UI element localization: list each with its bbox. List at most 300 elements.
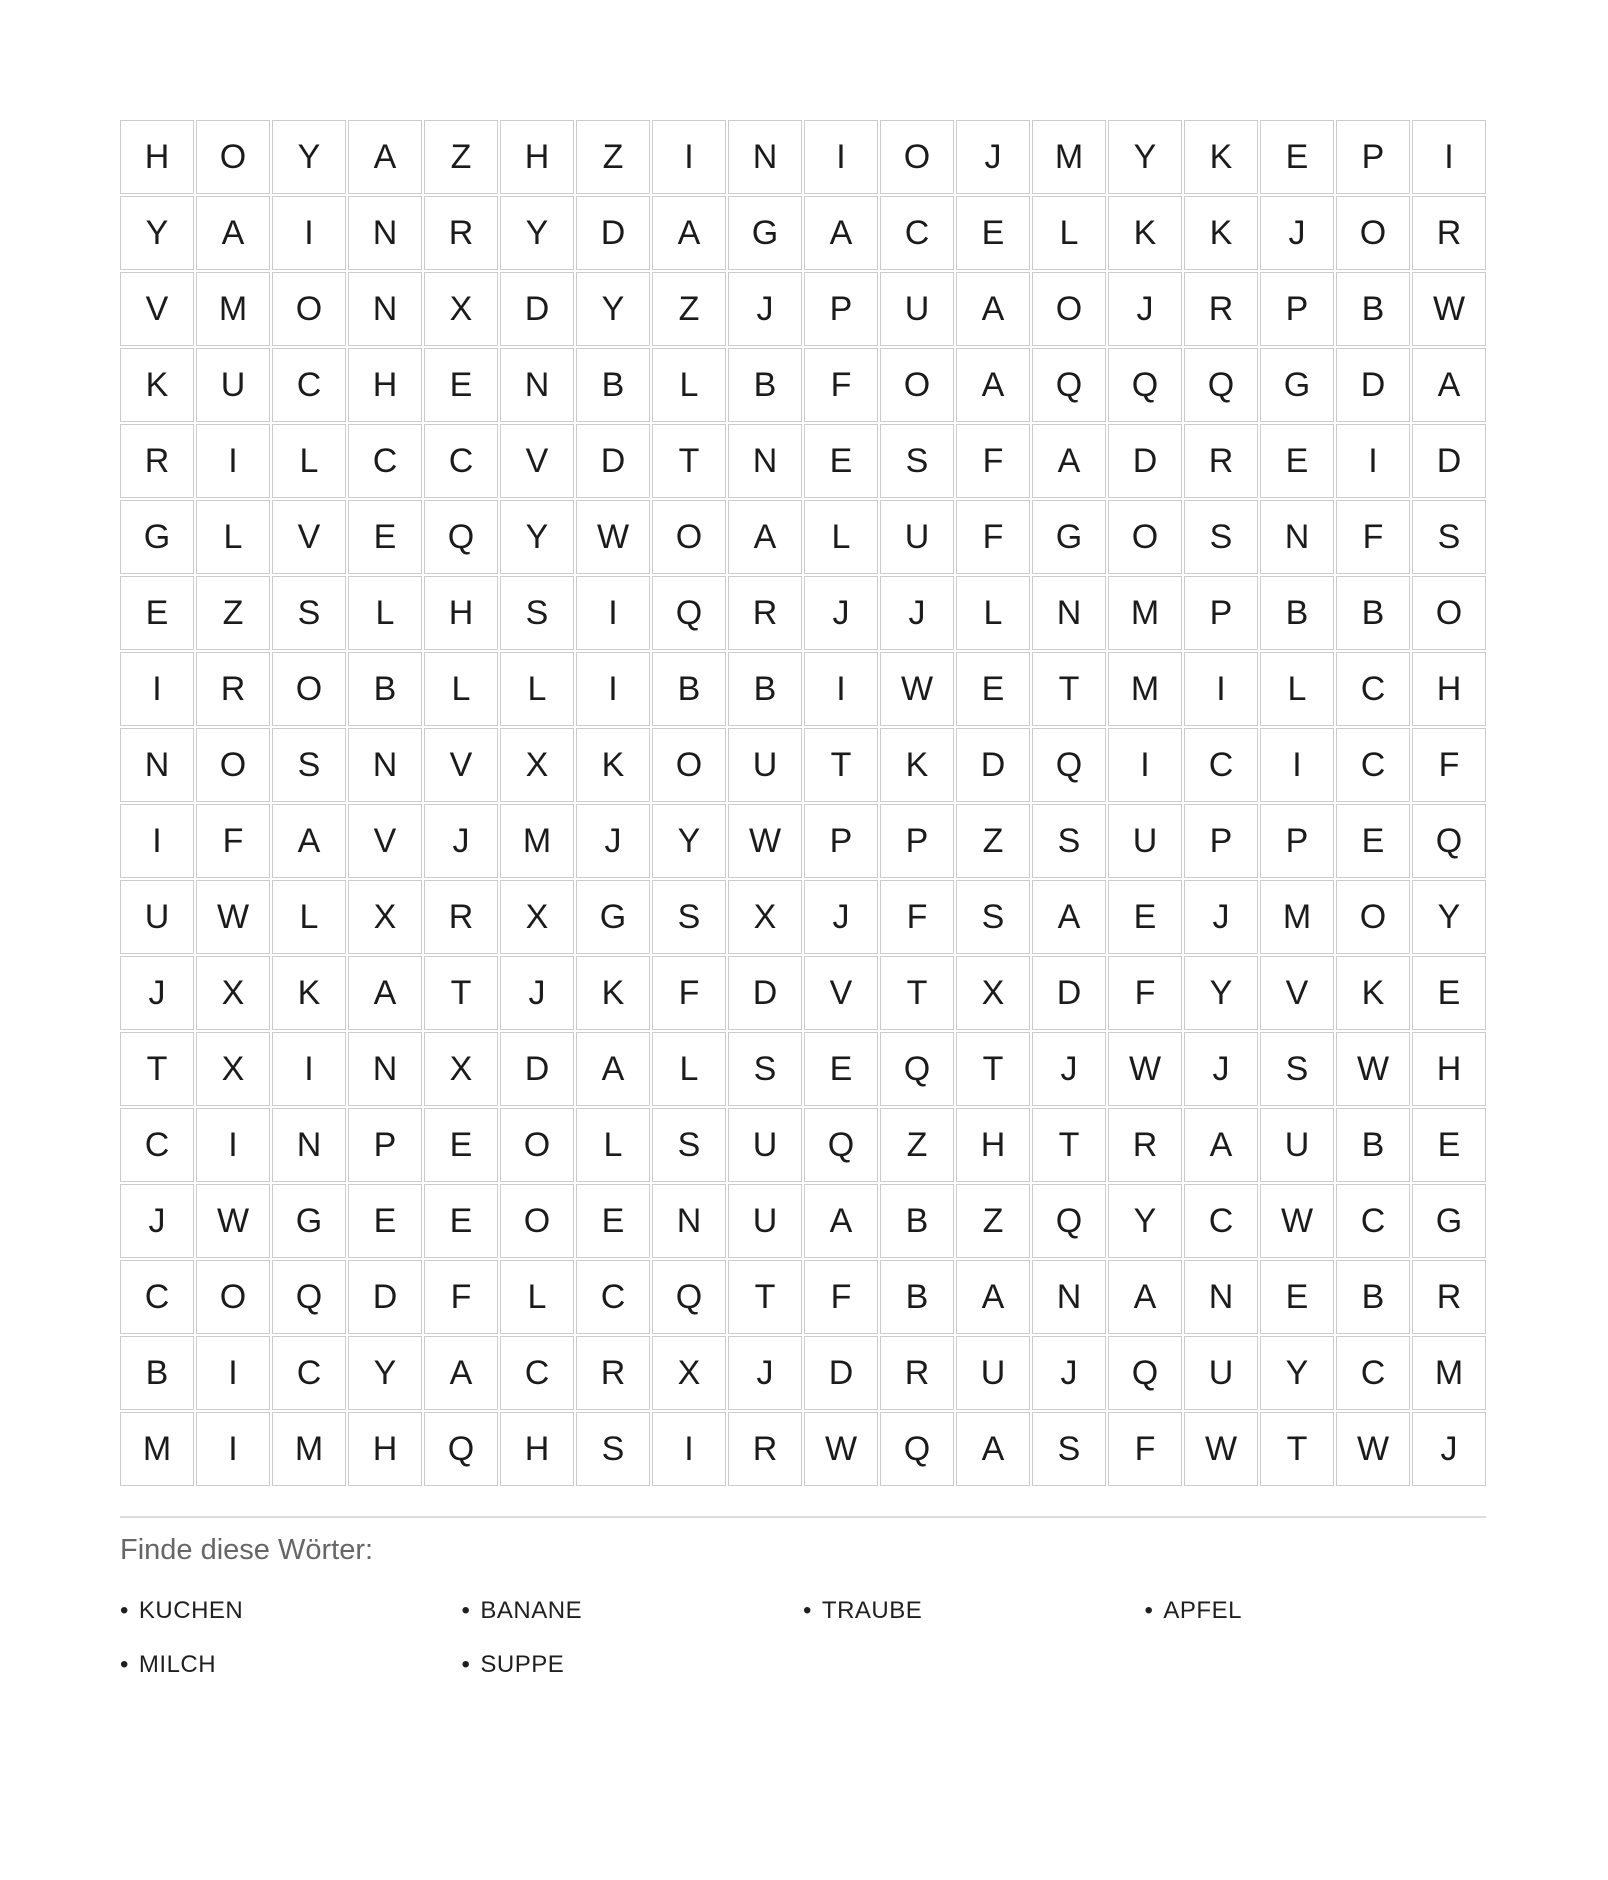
grid-cell-r16-c11[interactable]: B: [880, 1260, 954, 1334]
grid-cell-r9-c1[interactable]: N: [120, 728, 194, 802]
grid-cell-r18-c9[interactable]: R: [728, 1412, 802, 1486]
grid-cell-r18-c16[interactable]: T: [1260, 1412, 1334, 1486]
grid-cell-r14-c3[interactable]: N: [272, 1108, 346, 1182]
grid-cell-r6-c16[interactable]: N: [1260, 500, 1334, 574]
grid-cell-r4-c8[interactable]: L: [652, 348, 726, 422]
grid-cell-r17-c3[interactable]: C: [272, 1336, 346, 1410]
grid-cell-r17-c11[interactable]: R: [880, 1336, 954, 1410]
grid-cell-r5-c18[interactable]: D: [1412, 424, 1486, 498]
grid-cell-r8-c7[interactable]: I: [576, 652, 650, 726]
grid-cell-r18-c7[interactable]: S: [576, 1412, 650, 1486]
grid-cell-r4-c11[interactable]: O: [880, 348, 954, 422]
grid-cell-r14-c10[interactable]: Q: [804, 1108, 878, 1182]
grid-cell-r17-c7[interactable]: R: [576, 1336, 650, 1410]
grid-cell-r3-c6[interactable]: D: [500, 272, 574, 346]
grid-cell-r17-c15[interactable]: U: [1184, 1336, 1258, 1410]
grid-cell-r1-c15[interactable]: K: [1184, 120, 1258, 194]
grid-cell-r4-c3[interactable]: C: [272, 348, 346, 422]
grid-cell-r13-c12[interactable]: T: [956, 1032, 1030, 1106]
grid-cell-r6-c6[interactable]: Y: [500, 500, 574, 574]
grid-cell-r18-c10[interactable]: W: [804, 1412, 878, 1486]
grid-cell-r13-c4[interactable]: N: [348, 1032, 422, 1106]
grid-cell-r14-c18[interactable]: E: [1412, 1108, 1486, 1182]
grid-cell-r17-c12[interactable]: U: [956, 1336, 1030, 1410]
grid-cell-r12-c7[interactable]: K: [576, 956, 650, 1030]
grid-cell-r6-c4[interactable]: E: [348, 500, 422, 574]
grid-cell-r1-c13[interactable]: M: [1032, 120, 1106, 194]
grid-cell-r16-c9[interactable]: T: [728, 1260, 802, 1334]
grid-cell-r5-c15[interactable]: R: [1184, 424, 1258, 498]
grid-cell-r4-c1[interactable]: K: [120, 348, 194, 422]
grid-cell-r8-c1[interactable]: I: [120, 652, 194, 726]
grid-cell-r14-c13[interactable]: T: [1032, 1108, 1106, 1182]
grid-cell-r1-c14[interactable]: Y: [1108, 120, 1182, 194]
grid-cell-r14-c8[interactable]: S: [652, 1108, 726, 1182]
grid-cell-r13-c8[interactable]: L: [652, 1032, 726, 1106]
grid-cell-r14-c14[interactable]: R: [1108, 1108, 1182, 1182]
grid-cell-r18-c3[interactable]: M: [272, 1412, 346, 1486]
grid-cell-r2-c8[interactable]: A: [652, 196, 726, 270]
grid-cell-r13-c3[interactable]: I: [272, 1032, 346, 1106]
grid-cell-r9-c11[interactable]: K: [880, 728, 954, 802]
grid-cell-r6-c3[interactable]: V: [272, 500, 346, 574]
grid-cell-r15-c15[interactable]: C: [1184, 1184, 1258, 1258]
grid-cell-r10-c10[interactable]: P: [804, 804, 878, 878]
grid-cell-r5-c9[interactable]: N: [728, 424, 802, 498]
grid-cell-r11-c12[interactable]: S: [956, 880, 1030, 954]
grid-cell-r2-c17[interactable]: O: [1336, 196, 1410, 270]
grid-cell-r17-c9[interactable]: J: [728, 1336, 802, 1410]
grid-cell-r14-c5[interactable]: E: [424, 1108, 498, 1182]
grid-cell-r7-c14[interactable]: M: [1108, 576, 1182, 650]
grid-cell-r3-c17[interactable]: B: [1336, 272, 1410, 346]
grid-cell-r9-c17[interactable]: C: [1336, 728, 1410, 802]
grid-cell-r5-c16[interactable]: E: [1260, 424, 1334, 498]
grid-cell-r11-c8[interactable]: S: [652, 880, 726, 954]
grid-cell-r6-c13[interactable]: G: [1032, 500, 1106, 574]
grid-cell-r12-c13[interactable]: D: [1032, 956, 1106, 1030]
grid-cell-r6-c5[interactable]: Q: [424, 500, 498, 574]
grid-cell-r8-c15[interactable]: I: [1184, 652, 1258, 726]
grid-cell-r7-c5[interactable]: H: [424, 576, 498, 650]
grid-cell-r3-c1[interactable]: V: [120, 272, 194, 346]
grid-cell-r8-c9[interactable]: B: [728, 652, 802, 726]
grid-cell-r8-c13[interactable]: T: [1032, 652, 1106, 726]
grid-cell-r1-c4[interactable]: A: [348, 120, 422, 194]
grid-cell-r7-c13[interactable]: N: [1032, 576, 1106, 650]
grid-cell-r2-c3[interactable]: I: [272, 196, 346, 270]
grid-cell-r18-c4[interactable]: H: [348, 1412, 422, 1486]
grid-cell-r16-c18[interactable]: R: [1412, 1260, 1486, 1334]
grid-cell-r9-c5[interactable]: V: [424, 728, 498, 802]
grid-cell-r16-c15[interactable]: N: [1184, 1260, 1258, 1334]
grid-cell-r12-c17[interactable]: K: [1336, 956, 1410, 1030]
grid-cell-r8-c12[interactable]: E: [956, 652, 1030, 726]
grid-cell-r15-c4[interactable]: E: [348, 1184, 422, 1258]
grid-cell-r8-c18[interactable]: H: [1412, 652, 1486, 726]
grid-cell-r4-c13[interactable]: Q: [1032, 348, 1106, 422]
grid-cell-r12-c15[interactable]: Y: [1184, 956, 1258, 1030]
grid-cell-r1-c6[interactable]: H: [500, 120, 574, 194]
grid-cell-r10-c9[interactable]: W: [728, 804, 802, 878]
grid-cell-r5-c11[interactable]: S: [880, 424, 954, 498]
grid-cell-r2-c13[interactable]: L: [1032, 196, 1106, 270]
grid-cell-r1-c18[interactable]: I: [1412, 120, 1486, 194]
grid-cell-r6-c18[interactable]: S: [1412, 500, 1486, 574]
grid-cell-r8-c10[interactable]: I: [804, 652, 878, 726]
grid-cell-r7-c3[interactable]: S: [272, 576, 346, 650]
grid-cell-r16-c14[interactable]: A: [1108, 1260, 1182, 1334]
grid-cell-r16-c3[interactable]: Q: [272, 1260, 346, 1334]
grid-cell-r2-c5[interactable]: R: [424, 196, 498, 270]
grid-cell-r12-c18[interactable]: E: [1412, 956, 1486, 1030]
grid-cell-r15-c5[interactable]: E: [424, 1184, 498, 1258]
grid-cell-r3-c8[interactable]: Z: [652, 272, 726, 346]
grid-cell-r16-c16[interactable]: E: [1260, 1260, 1334, 1334]
grid-cell-r6-c14[interactable]: O: [1108, 500, 1182, 574]
grid-cell-r10-c7[interactable]: J: [576, 804, 650, 878]
grid-cell-r11-c11[interactable]: F: [880, 880, 954, 954]
grid-cell-r11-c10[interactable]: J: [804, 880, 878, 954]
grid-cell-r5-c13[interactable]: A: [1032, 424, 1106, 498]
grid-cell-r16-c6[interactable]: L: [500, 1260, 574, 1334]
grid-cell-r8-c5[interactable]: L: [424, 652, 498, 726]
grid-cell-r3-c13[interactable]: O: [1032, 272, 1106, 346]
grid-cell-r9-c10[interactable]: T: [804, 728, 878, 802]
grid-cell-r17-c17[interactable]: C: [1336, 1336, 1410, 1410]
grid-cell-r8-c11[interactable]: W: [880, 652, 954, 726]
grid-cell-r12-c10[interactable]: V: [804, 956, 878, 1030]
grid-cell-r10-c8[interactable]: Y: [652, 804, 726, 878]
grid-cell-r10-c6[interactable]: M: [500, 804, 574, 878]
grid-cell-r7-c10[interactable]: J: [804, 576, 878, 650]
grid-cell-r4-c15[interactable]: Q: [1184, 348, 1258, 422]
grid-cell-r14-c6[interactable]: O: [500, 1108, 574, 1182]
grid-cell-r14-c15[interactable]: A: [1184, 1108, 1258, 1182]
grid-cell-r1-c17[interactable]: P: [1336, 120, 1410, 194]
grid-cell-r7-c4[interactable]: L: [348, 576, 422, 650]
grid-cell-r3-c5[interactable]: X: [424, 272, 498, 346]
grid-cell-r7-c12[interactable]: L: [956, 576, 1030, 650]
grid-cell-r17-c16[interactable]: Y: [1260, 1336, 1334, 1410]
grid-cell-r2-c12[interactable]: E: [956, 196, 1030, 270]
grid-cell-r7-c17[interactable]: B: [1336, 576, 1410, 650]
grid-cell-r4-c18[interactable]: A: [1412, 348, 1486, 422]
grid-cell-r14-c4[interactable]: P: [348, 1108, 422, 1182]
grid-cell-r9-c3[interactable]: S: [272, 728, 346, 802]
grid-cell-r17-c1[interactable]: B: [120, 1336, 194, 1410]
grid-cell-r14-c2[interactable]: I: [196, 1108, 270, 1182]
grid-cell-r10-c13[interactable]: S: [1032, 804, 1106, 878]
grid-cell-r6-c8[interactable]: O: [652, 500, 726, 574]
grid-cell-r14-c7[interactable]: L: [576, 1108, 650, 1182]
grid-cell-r3-c7[interactable]: Y: [576, 272, 650, 346]
grid-cell-r14-c12[interactable]: H: [956, 1108, 1030, 1182]
grid-cell-r6-c12[interactable]: F: [956, 500, 1030, 574]
grid-cell-r3-c12[interactable]: A: [956, 272, 1030, 346]
grid-cell-r6-c2[interactable]: L: [196, 500, 270, 574]
grid-cell-r6-c11[interactable]: U: [880, 500, 954, 574]
grid-cell-r3-c9[interactable]: J: [728, 272, 802, 346]
grid-cell-r1-c2[interactable]: O: [196, 120, 270, 194]
grid-cell-r17-c10[interactable]: D: [804, 1336, 878, 1410]
grid-cell-r18-c15[interactable]: W: [1184, 1412, 1258, 1486]
grid-cell-r15-c14[interactable]: Y: [1108, 1184, 1182, 1258]
grid-cell-r16-c5[interactable]: F: [424, 1260, 498, 1334]
grid-cell-r17-c4[interactable]: Y: [348, 1336, 422, 1410]
grid-cell-r8-c16[interactable]: L: [1260, 652, 1334, 726]
grid-cell-r5-c3[interactable]: L: [272, 424, 346, 498]
grid-cell-r13-c7[interactable]: A: [576, 1032, 650, 1106]
grid-cell-r7-c9[interactable]: R: [728, 576, 802, 650]
grid-cell-r14-c11[interactable]: Z: [880, 1108, 954, 1182]
grid-cell-r10-c12[interactable]: Z: [956, 804, 1030, 878]
grid-cell-r10-c3[interactable]: A: [272, 804, 346, 878]
grid-cell-r4-c6[interactable]: N: [500, 348, 574, 422]
grid-cell-r15-c7[interactable]: E: [576, 1184, 650, 1258]
grid-cell-r11-c16[interactable]: M: [1260, 880, 1334, 954]
grid-cell-r13-c11[interactable]: Q: [880, 1032, 954, 1106]
grid-cell-r1-c16[interactable]: E: [1260, 120, 1334, 194]
grid-cell-r15-c18[interactable]: G: [1412, 1184, 1486, 1258]
grid-cell-r5-c2[interactable]: I: [196, 424, 270, 498]
grid-cell-r18-c17[interactable]: W: [1336, 1412, 1410, 1486]
grid-cell-r13-c16[interactable]: S: [1260, 1032, 1334, 1106]
grid-cell-r15-c17[interactable]: C: [1336, 1184, 1410, 1258]
grid-cell-r18-c11[interactable]: Q: [880, 1412, 954, 1486]
grid-cell-r15-c16[interactable]: W: [1260, 1184, 1334, 1258]
grid-cell-r4-c17[interactable]: D: [1336, 348, 1410, 422]
grid-cell-r7-c1[interactable]: E: [120, 576, 194, 650]
grid-cell-r1-c9[interactable]: N: [728, 120, 802, 194]
grid-cell-r10-c18[interactable]: Q: [1412, 804, 1486, 878]
grid-cell-r6-c15[interactable]: S: [1184, 500, 1258, 574]
grid-cell-r16-c8[interactable]: Q: [652, 1260, 726, 1334]
grid-cell-r16-c10[interactable]: F: [804, 1260, 878, 1334]
grid-cell-r13-c14[interactable]: W: [1108, 1032, 1182, 1106]
grid-cell-r11-c9[interactable]: X: [728, 880, 802, 954]
grid-cell-r18-c14[interactable]: F: [1108, 1412, 1182, 1486]
grid-cell-r11-c5[interactable]: R: [424, 880, 498, 954]
grid-cell-r2-c2[interactable]: A: [196, 196, 270, 270]
grid-cell-r13-c13[interactable]: J: [1032, 1032, 1106, 1106]
grid-cell-r12-c11[interactable]: T: [880, 956, 954, 1030]
grid-cell-r12-c5[interactable]: T: [424, 956, 498, 1030]
grid-cell-r16-c4[interactable]: D: [348, 1260, 422, 1334]
grid-cell-r14-c1[interactable]: C: [120, 1108, 194, 1182]
grid-cell-r6-c10[interactable]: L: [804, 500, 878, 574]
grid-cell-r5-c5[interactable]: C: [424, 424, 498, 498]
grid-cell-r18-c1[interactable]: M: [120, 1412, 194, 1486]
grid-cell-r18-c2[interactable]: I: [196, 1412, 270, 1486]
grid-cell-r17-c18[interactable]: M: [1412, 1336, 1486, 1410]
grid-cell-r5-c7[interactable]: D: [576, 424, 650, 498]
grid-cell-r11-c14[interactable]: E: [1108, 880, 1182, 954]
grid-cell-r13-c5[interactable]: X: [424, 1032, 498, 1106]
grid-cell-r18-c6[interactable]: H: [500, 1412, 574, 1486]
grid-cell-r12-c6[interactable]: J: [500, 956, 574, 1030]
grid-cell-r7-c2[interactable]: Z: [196, 576, 270, 650]
grid-cell-r15-c9[interactable]: U: [728, 1184, 802, 1258]
grid-cell-r9-c8[interactable]: O: [652, 728, 726, 802]
grid-cell-r6-c1[interactable]: G: [120, 500, 194, 574]
grid-cell-r1-c7[interactable]: Z: [576, 120, 650, 194]
grid-cell-r16-c7[interactable]: C: [576, 1260, 650, 1334]
grid-cell-r15-c6[interactable]: O: [500, 1184, 574, 1258]
grid-cell-r10-c4[interactable]: V: [348, 804, 422, 878]
grid-cell-r9-c2[interactable]: O: [196, 728, 270, 802]
grid-cell-r2-c9[interactable]: G: [728, 196, 802, 270]
grid-cell-r3-c11[interactable]: U: [880, 272, 954, 346]
grid-cell-r18-c8[interactable]: I: [652, 1412, 726, 1486]
grid-cell-r13-c2[interactable]: X: [196, 1032, 270, 1106]
grid-cell-r3-c4[interactable]: N: [348, 272, 422, 346]
grid-cell-r17-c2[interactable]: I: [196, 1336, 270, 1410]
grid-cell-r9-c14[interactable]: I: [1108, 728, 1182, 802]
grid-cell-r11-c7[interactable]: G: [576, 880, 650, 954]
grid-cell-r12-c1[interactable]: J: [120, 956, 194, 1030]
grid-cell-r12-c12[interactable]: X: [956, 956, 1030, 1030]
grid-cell-r2-c11[interactable]: C: [880, 196, 954, 270]
grid-cell-r5-c6[interactable]: V: [500, 424, 574, 498]
grid-cell-r2-c7[interactable]: D: [576, 196, 650, 270]
grid-cell-r7-c7[interactable]: I: [576, 576, 650, 650]
grid-cell-r11-c18[interactable]: Y: [1412, 880, 1486, 954]
grid-cell-r13-c6[interactable]: D: [500, 1032, 574, 1106]
grid-cell-r8-c8[interactable]: B: [652, 652, 726, 726]
grid-cell-r8-c2[interactable]: R: [196, 652, 270, 726]
grid-cell-r2-c6[interactable]: Y: [500, 196, 574, 270]
grid-cell-r13-c17[interactable]: W: [1336, 1032, 1410, 1106]
grid-cell-r11-c4[interactable]: X: [348, 880, 422, 954]
grid-cell-r4-c2[interactable]: U: [196, 348, 270, 422]
grid-cell-r2-c15[interactable]: K: [1184, 196, 1258, 270]
grid-cell-r18-c18[interactable]: J: [1412, 1412, 1486, 1486]
grid-cell-r12-c2[interactable]: X: [196, 956, 270, 1030]
grid-cell-r18-c13[interactable]: S: [1032, 1412, 1106, 1486]
grid-cell-r15-c12[interactable]: Z: [956, 1184, 1030, 1258]
grid-cell-r10-c11[interactable]: P: [880, 804, 954, 878]
grid-cell-r5-c14[interactable]: D: [1108, 424, 1182, 498]
grid-cell-r11-c3[interactable]: L: [272, 880, 346, 954]
grid-cell-r12-c8[interactable]: F: [652, 956, 726, 1030]
grid-cell-r15-c2[interactable]: W: [196, 1184, 270, 1258]
grid-cell-r7-c6[interactable]: S: [500, 576, 574, 650]
grid-cell-r9-c9[interactable]: U: [728, 728, 802, 802]
grid-cell-r2-c4[interactable]: N: [348, 196, 422, 270]
grid-cell-r9-c12[interactable]: D: [956, 728, 1030, 802]
grid-cell-r13-c18[interactable]: H: [1412, 1032, 1486, 1106]
grid-cell-r5-c1[interactable]: R: [120, 424, 194, 498]
grid-cell-r15-c8[interactable]: N: [652, 1184, 726, 1258]
grid-cell-r4-c7[interactable]: B: [576, 348, 650, 422]
grid-cell-r11-c2[interactable]: W: [196, 880, 270, 954]
grid-cell-r11-c13[interactable]: A: [1032, 880, 1106, 954]
grid-cell-r4-c14[interactable]: Q: [1108, 348, 1182, 422]
grid-cell-r9-c15[interactable]: C: [1184, 728, 1258, 802]
grid-cell-r1-c1[interactable]: H: [120, 120, 194, 194]
grid-cell-r3-c18[interactable]: W: [1412, 272, 1486, 346]
grid-cell-r5-c12[interactable]: F: [956, 424, 1030, 498]
grid-cell-r8-c6[interactable]: L: [500, 652, 574, 726]
grid-cell-r5-c8[interactable]: T: [652, 424, 726, 498]
grid-cell-r12-c14[interactable]: F: [1108, 956, 1182, 1030]
grid-cell-r17-c14[interactable]: Q: [1108, 1336, 1182, 1410]
grid-cell-r13-c1[interactable]: T: [120, 1032, 194, 1106]
grid-cell-r10-c17[interactable]: E: [1336, 804, 1410, 878]
grid-cell-r15-c10[interactable]: A: [804, 1184, 878, 1258]
grid-cell-r10-c5[interactable]: J: [424, 804, 498, 878]
grid-cell-r8-c14[interactable]: M: [1108, 652, 1182, 726]
grid-cell-r4-c5[interactable]: E: [424, 348, 498, 422]
grid-cell-r14-c16[interactable]: U: [1260, 1108, 1334, 1182]
grid-cell-r1-c11[interactable]: O: [880, 120, 954, 194]
grid-cell-r5-c17[interactable]: I: [1336, 424, 1410, 498]
grid-cell-r11-c1[interactable]: U: [120, 880, 194, 954]
grid-cell-r12-c16[interactable]: V: [1260, 956, 1334, 1030]
grid-cell-r13-c10[interactable]: E: [804, 1032, 878, 1106]
grid-cell-r6-c9[interactable]: A: [728, 500, 802, 574]
grid-cell-r10-c14[interactable]: U: [1108, 804, 1182, 878]
grid-cell-r1-c3[interactable]: Y: [272, 120, 346, 194]
grid-cell-r7-c18[interactable]: O: [1412, 576, 1486, 650]
grid-cell-r17-c6[interactable]: C: [500, 1336, 574, 1410]
grid-cell-r4-c9[interactable]: B: [728, 348, 802, 422]
grid-cell-r17-c5[interactable]: A: [424, 1336, 498, 1410]
grid-cell-r7-c15[interactable]: P: [1184, 576, 1258, 650]
grid-cell-r2-c10[interactable]: A: [804, 196, 878, 270]
grid-cell-r10-c16[interactable]: P: [1260, 804, 1334, 878]
grid-cell-r14-c17[interactable]: B: [1336, 1108, 1410, 1182]
grid-cell-r9-c6[interactable]: X: [500, 728, 574, 802]
grid-cell-r11-c6[interactable]: X: [500, 880, 574, 954]
grid-cell-r15-c3[interactable]: G: [272, 1184, 346, 1258]
grid-cell-r2-c16[interactable]: J: [1260, 196, 1334, 270]
grid-cell-r7-c16[interactable]: B: [1260, 576, 1334, 650]
grid-cell-r3-c3[interactable]: O: [272, 272, 346, 346]
grid-cell-r2-c1[interactable]: Y: [120, 196, 194, 270]
grid-cell-r12-c9[interactable]: D: [728, 956, 802, 1030]
grid-cell-r5-c10[interactable]: E: [804, 424, 878, 498]
grid-cell-r12-c3[interactable]: K: [272, 956, 346, 1030]
grid-cell-r12-c4[interactable]: A: [348, 956, 422, 1030]
grid-cell-r13-c15[interactable]: J: [1184, 1032, 1258, 1106]
grid-cell-r1-c10[interactable]: I: [804, 120, 878, 194]
grid-cell-r8-c4[interactable]: B: [348, 652, 422, 726]
grid-cell-r3-c15[interactable]: R: [1184, 272, 1258, 346]
grid-cell-r3-c16[interactable]: P: [1260, 272, 1334, 346]
grid-cell-r7-c11[interactable]: J: [880, 576, 954, 650]
grid-cell-r18-c12[interactable]: A: [956, 1412, 1030, 1486]
grid-cell-r6-c17[interactable]: F: [1336, 500, 1410, 574]
grid-cell-r9-c18[interactable]: F: [1412, 728, 1486, 802]
grid-cell-r16-c12[interactable]: A: [956, 1260, 1030, 1334]
grid-cell-r17-c8[interactable]: X: [652, 1336, 726, 1410]
grid-cell-r18-c5[interactable]: Q: [424, 1412, 498, 1486]
grid-cell-r13-c9[interactable]: S: [728, 1032, 802, 1106]
grid-cell-r9-c4[interactable]: N: [348, 728, 422, 802]
grid-cell-r8-c3[interactable]: O: [272, 652, 346, 726]
grid-cell-r2-c18[interactable]: R: [1412, 196, 1486, 270]
grid-cell-r11-c15[interactable]: J: [1184, 880, 1258, 954]
grid-cell-r16-c17[interactable]: B: [1336, 1260, 1410, 1334]
grid-cell-r7-c8[interactable]: Q: [652, 576, 726, 650]
grid-cell-r9-c13[interactable]: Q: [1032, 728, 1106, 802]
grid-cell-r16-c1[interactable]: C: [120, 1260, 194, 1334]
grid-cell-r15-c11[interactable]: B: [880, 1184, 954, 1258]
grid-cell-r3-c14[interactable]: J: [1108, 272, 1182, 346]
grid-cell-r5-c4[interactable]: C: [348, 424, 422, 498]
